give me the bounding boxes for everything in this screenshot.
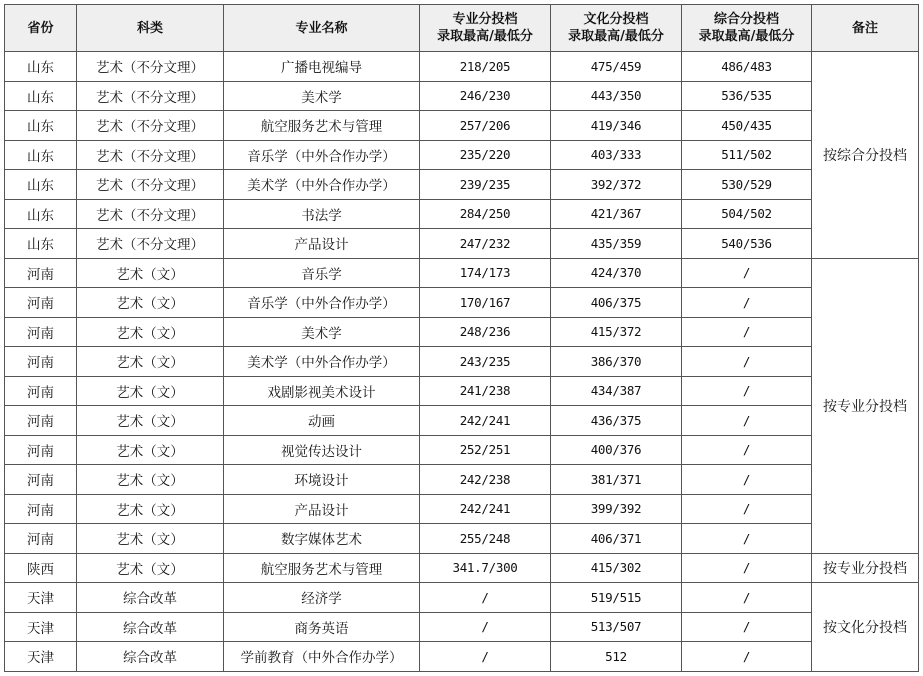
cell-major: 学前教育（中外合作办学）	[224, 642, 420, 672]
cell-professional-score: 174/173	[420, 258, 551, 288]
cell-major: 商务英语	[224, 612, 420, 642]
table-row	[5, 524, 919, 554]
table-row	[5, 553, 919, 583]
cell-composite-score: /	[682, 494, 812, 524]
header-row	[5, 5, 919, 52]
cell-composite-score: /	[682, 553, 812, 583]
cell-major: 经济学	[224, 583, 420, 613]
cell-province: 河南	[5, 376, 77, 406]
cell-cultural-score: 419/346	[551, 111, 682, 141]
cell-professional-score: 242/238	[420, 465, 551, 495]
cell-province: 河南	[5, 494, 77, 524]
cell-professional-score: 243/235	[420, 347, 551, 377]
cell-province: 河南	[5, 317, 77, 347]
cell-category: 综合改革	[77, 583, 224, 613]
cell-professional-score: 246/230	[420, 81, 551, 111]
cell-province: 河南	[5, 258, 77, 288]
cell-note: 按专业分投档	[812, 258, 919, 553]
cell-cultural-score: 403/333	[551, 140, 682, 170]
cell-cultural-score: 475/459	[551, 52, 682, 82]
cell-province: 山东	[5, 81, 77, 111]
admission-scores-table	[4, 4, 919, 672]
table-row	[5, 494, 919, 524]
cell-major: 音乐学（中外合作办学）	[224, 288, 420, 318]
cell-composite-score: /	[682, 288, 812, 318]
cell-professional-score: 242/241	[420, 494, 551, 524]
table-row	[5, 81, 919, 111]
cell-cultural-score: 436/375	[551, 406, 682, 436]
cell-major: 音乐学	[224, 258, 420, 288]
cell-category: 艺术（文）	[77, 524, 224, 554]
cell-cultural-score: 406/371	[551, 524, 682, 554]
cell-composite-score: 504/502	[682, 199, 812, 229]
table-row	[5, 52, 919, 82]
table-row	[5, 140, 919, 170]
cell-category: 艺术（文）	[77, 465, 224, 495]
cell-composite-score: 530/529	[682, 170, 812, 200]
cell-professional-score: 252/251	[420, 435, 551, 465]
cell-major: 美术学（中外合作办学）	[224, 347, 420, 377]
cell-major: 书法学	[224, 199, 420, 229]
cell-province: 河南	[5, 347, 77, 377]
cell-cultural-score: 392/372	[551, 170, 682, 200]
cell-cultural-score: 519/515	[551, 583, 682, 613]
cell-professional-score: 241/238	[420, 376, 551, 406]
cell-category: 艺术（文）	[77, 258, 224, 288]
cell-composite-score: 536/535	[682, 81, 812, 111]
cell-major: 音乐学（中外合作办学）	[224, 140, 420, 170]
cell-composite-score: /	[682, 258, 812, 288]
header-cultural-line2: 录取最高/最低分	[568, 29, 664, 44]
cell-province: 河南	[5, 465, 77, 495]
header-province: 省份	[5, 5, 77, 52]
cell-professional-score: /	[420, 642, 551, 672]
cell-major: 航空服务艺术与管理	[224, 553, 420, 583]
header-note: 备注	[812, 5, 919, 52]
cell-cultural-score: 386/370	[551, 347, 682, 377]
cell-professional-score: 255/248	[420, 524, 551, 554]
cell-composite-score: 486/483	[682, 52, 812, 82]
cell-category: 艺术（文）	[77, 288, 224, 318]
cell-cultural-score: 421/367	[551, 199, 682, 229]
cell-composite-score: 450/435	[682, 111, 812, 141]
table-row	[5, 376, 919, 406]
header-major: 专业名称	[224, 5, 420, 52]
table-row	[5, 406, 919, 436]
table-row	[5, 583, 919, 613]
cell-composite-score: /	[682, 465, 812, 495]
header-composite-line1: 综合分投档	[713, 12, 779, 27]
table-row	[5, 288, 919, 318]
cell-province: 山东	[5, 140, 77, 170]
cell-composite-score: 540/536	[682, 229, 812, 259]
cell-cultural-score: 399/392	[551, 494, 682, 524]
cell-cultural-score: 406/375	[551, 288, 682, 318]
cell-major: 航空服务艺术与管理	[224, 111, 420, 141]
cell-province: 山东	[5, 170, 77, 200]
cell-note: 按文化分投档	[812, 583, 919, 672]
cell-professional-score: 242/241	[420, 406, 551, 436]
table-row	[5, 435, 919, 465]
header-cultural-line1: 文化分投档	[583, 12, 649, 27]
table-row	[5, 170, 919, 200]
table-row	[5, 465, 919, 495]
cell-cultural-score: 415/372	[551, 317, 682, 347]
cell-category: 艺术（文）	[77, 347, 224, 377]
cell-professional-score: 247/232	[420, 229, 551, 259]
cell-category: 艺术（不分文理）	[77, 81, 224, 111]
cell-category: 艺术（不分文理）	[77, 52, 224, 82]
table-row	[5, 111, 919, 141]
cell-province: 山东	[5, 52, 77, 82]
cell-major: 动画	[224, 406, 420, 436]
table-row	[5, 612, 919, 642]
cell-professional-score: 218/205	[420, 52, 551, 82]
table-row	[5, 347, 919, 377]
cell-composite-score: /	[682, 524, 812, 554]
cell-composite-score: /	[682, 435, 812, 465]
cell-cultural-score: 415/302	[551, 553, 682, 583]
cell-category: 综合改革	[77, 612, 224, 642]
cell-major: 美术学	[224, 317, 420, 347]
cell-province: 山东	[5, 111, 77, 141]
cell-professional-score: 239/235	[420, 170, 551, 200]
cell-professional-score: 284/250	[420, 199, 551, 229]
cell-category: 艺术（文）	[77, 317, 224, 347]
table-row	[5, 229, 919, 259]
cell-professional-score: /	[420, 612, 551, 642]
cell-cultural-score: 424/370	[551, 258, 682, 288]
cell-category: 艺术（不分文理）	[77, 199, 224, 229]
header-professional-score	[420, 5, 551, 52]
cell-cultural-score: 512	[551, 642, 682, 672]
cell-province: 天津	[5, 642, 77, 672]
header-professional-line1: 专业分投档	[452, 12, 518, 27]
header-professional-line2: 录取最高/最低分	[437, 29, 533, 44]
cell-category: 艺术（文）	[77, 494, 224, 524]
header-composite-score	[682, 5, 812, 52]
cell-province: 河南	[5, 288, 77, 318]
cell-composite-score: /	[682, 612, 812, 642]
cell-major: 戏剧影视美术设计	[224, 376, 420, 406]
cell-cultural-score: 434/387	[551, 376, 682, 406]
cell-cultural-score: 513/507	[551, 612, 682, 642]
header-composite-line2: 录取最高/最低分	[698, 29, 795, 44]
header-category: 科类	[77, 5, 224, 52]
cell-province: 天津	[5, 612, 77, 642]
cell-province: 河南	[5, 435, 77, 465]
cell-professional-score: /	[420, 583, 551, 613]
cell-province: 山东	[5, 199, 77, 229]
table-row	[5, 258, 919, 288]
cell-category: 艺术（不分文理）	[77, 140, 224, 170]
cell-cultural-score: 381/371	[551, 465, 682, 495]
cell-province: 山东	[5, 229, 77, 259]
cell-composite-score: 511/502	[682, 140, 812, 170]
cell-major: 环境设计	[224, 465, 420, 495]
cell-major: 视觉传达设计	[224, 435, 420, 465]
table-row	[5, 642, 919, 672]
cell-province: 河南	[5, 524, 77, 554]
cell-major: 美术学	[224, 81, 420, 111]
cell-composite-score: /	[682, 406, 812, 436]
cell-composite-score: /	[682, 583, 812, 613]
cell-professional-score: 170/167	[420, 288, 551, 318]
cell-category: 艺术（文）	[77, 406, 224, 436]
cell-category: 艺术（不分文理）	[77, 111, 224, 141]
header-cultural-score	[551, 5, 682, 52]
table-row	[5, 317, 919, 347]
cell-major: 数字媒体艺术	[224, 524, 420, 554]
cell-composite-score: /	[682, 347, 812, 377]
cell-category: 艺术（不分文理）	[77, 170, 224, 200]
cell-category: 艺术（不分文理）	[77, 229, 224, 259]
cell-major: 美术学（中外合作办学）	[224, 170, 420, 200]
cell-major: 广播电视编导	[224, 52, 420, 82]
cell-province: 陕西	[5, 553, 77, 583]
cell-category: 综合改革	[77, 642, 224, 672]
cell-professional-score: 257/206	[420, 111, 551, 141]
cell-composite-score: /	[682, 376, 812, 406]
cell-category: 艺术（文）	[77, 553, 224, 583]
cell-professional-score: 341.7/300	[420, 553, 551, 583]
cell-category: 艺术（文）	[77, 435, 224, 465]
table-row	[5, 199, 919, 229]
cell-major: 产品设计	[224, 494, 420, 524]
cell-cultural-score: 400/376	[551, 435, 682, 465]
cell-note: 按综合分投档	[812, 52, 919, 259]
cell-category: 艺术（文）	[77, 376, 224, 406]
cell-province: 天津	[5, 583, 77, 613]
cell-cultural-score: 435/359	[551, 229, 682, 259]
cell-note: 按专业分投档	[812, 553, 919, 583]
cell-professional-score: 248/236	[420, 317, 551, 347]
cell-composite-score: /	[682, 642, 812, 672]
cell-professional-score: 235/220	[420, 140, 551, 170]
cell-province: 河南	[5, 406, 77, 436]
cell-composite-score: /	[682, 317, 812, 347]
cell-cultural-score: 443/350	[551, 81, 682, 111]
cell-major: 产品设计	[224, 229, 420, 259]
table-body	[5, 52, 919, 672]
